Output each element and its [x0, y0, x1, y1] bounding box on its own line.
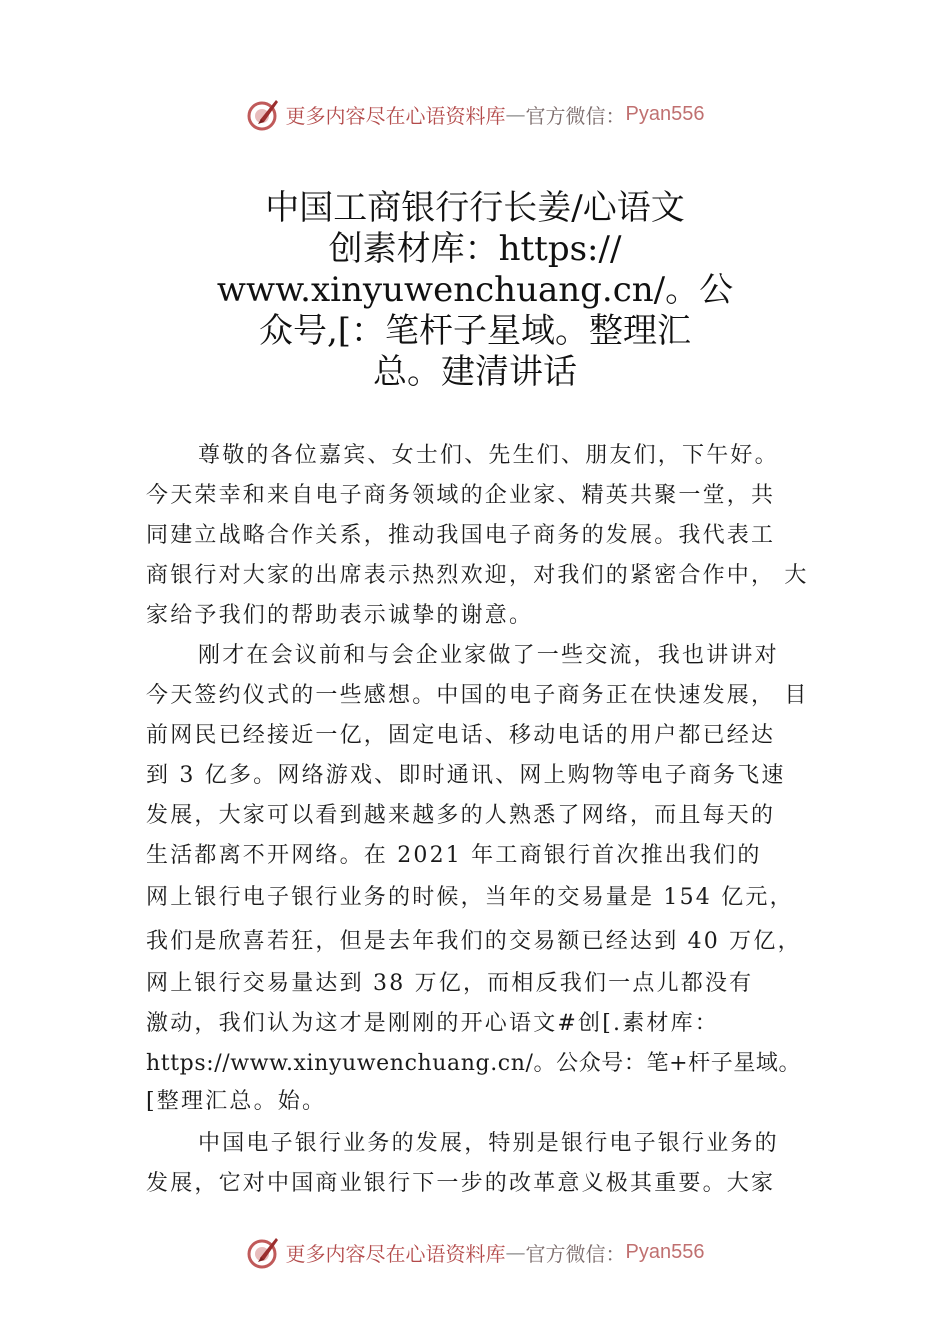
body-line: 中国电子银行业务的发展，特别是银行电子银行业务的	[198, 1131, 779, 1156]
body-line: 发展，它对中国商业银行下一步的改革意义极其重要。大家	[146, 1171, 776, 1196]
body-line: 网上银行交易量达到 38 万亿，而相反我们一点儿都没有	[146, 971, 754, 996]
body-line: 发展，大家可以看到越来越多的人熟悉了网络，而且每天的	[146, 803, 776, 828]
title-line: 总。建清讲话	[373, 352, 577, 392]
banner-text: 更多内容尽在心语资料库	[285, 103, 506, 128]
body-line: 网上银行电子银行业务的时候，当年的交易量是 154 亿元，	[146, 885, 794, 910]
quill-logo-icon	[246, 96, 282, 132]
body-line: 到 3 亿多。网络游戏、即时通讯、网上购物等电子商务飞速	[146, 763, 786, 788]
header-banner	[0, 94, 950, 134]
quill-logo-icon	[246, 1234, 282, 1270]
title-line: 中国工商银行行长姜/心语文	[265, 188, 685, 228]
body-line: 我们是欣喜若狂，但是去年我们的交易额已经达到 40 万亿，	[146, 929, 802, 954]
footer-banner	[0, 1232, 950, 1272]
document-title	[150, 188, 800, 393]
body-line: [整理汇总。始。	[146, 1089, 327, 1114]
banner-wechat-label: 官方微信：	[525, 1241, 626, 1266]
body-line: 今天签约仪式的一些感想。中国的电子商务正在快速发展， 目	[146, 683, 809, 708]
body-line: 尊敬的各位嘉宾、女士们、先生们、朋友们，下午好。	[198, 443, 779, 468]
body-line: https://www.xinyuwenchuang.cn/。公众号：笔+杆子星域。	[146, 1051, 802, 1076]
title-line: 众号,[：笔杆子星域。整理汇	[258, 311, 692, 351]
banner-separator: —	[505, 1240, 526, 1264]
body-line: 刚才在会议前和与会企业家做了一些交流，我也讲讲对	[198, 643, 779, 668]
banner-wechat-id: Pyan556	[625, 102, 705, 125]
title-line: 创素材库：https://	[328, 229, 622, 269]
body-line: 前网民已经接近一亿，固定电话、移动电话的用户都已经达	[146, 723, 776, 748]
body-line: 商银行对大家的出席表示热烈欢迎，对我们的紧密合作中， 大	[146, 563, 809, 588]
banner-separator: —	[505, 102, 526, 126]
body-line: 家给予我们的帮助表示诚挚的谢意。	[146, 603, 534, 628]
banner-wechat-id: Pyan556	[625, 1240, 705, 1263]
banner-wechat-label: 官方微信：	[525, 103, 626, 128]
banner-text: 更多内容尽在心语资料库	[285, 1241, 506, 1266]
body-line: 生活都离不开网络。在 2021 年工商银行首次推出我们的	[146, 843, 762, 868]
body-line: 同建立战略合作关系，推动我国电子商务的发展。我代表工	[146, 523, 776, 548]
body-line: 今天荣幸和来自电子商务领域的企业家、精英共聚一堂，共	[146, 483, 776, 508]
title-line: www.xinyuwenchuang.cn/。公	[216, 270, 734, 310]
body-line: 激动，我们认为这才是刚刚的开心语文#创[.素材库：	[146, 1011, 720, 1036]
